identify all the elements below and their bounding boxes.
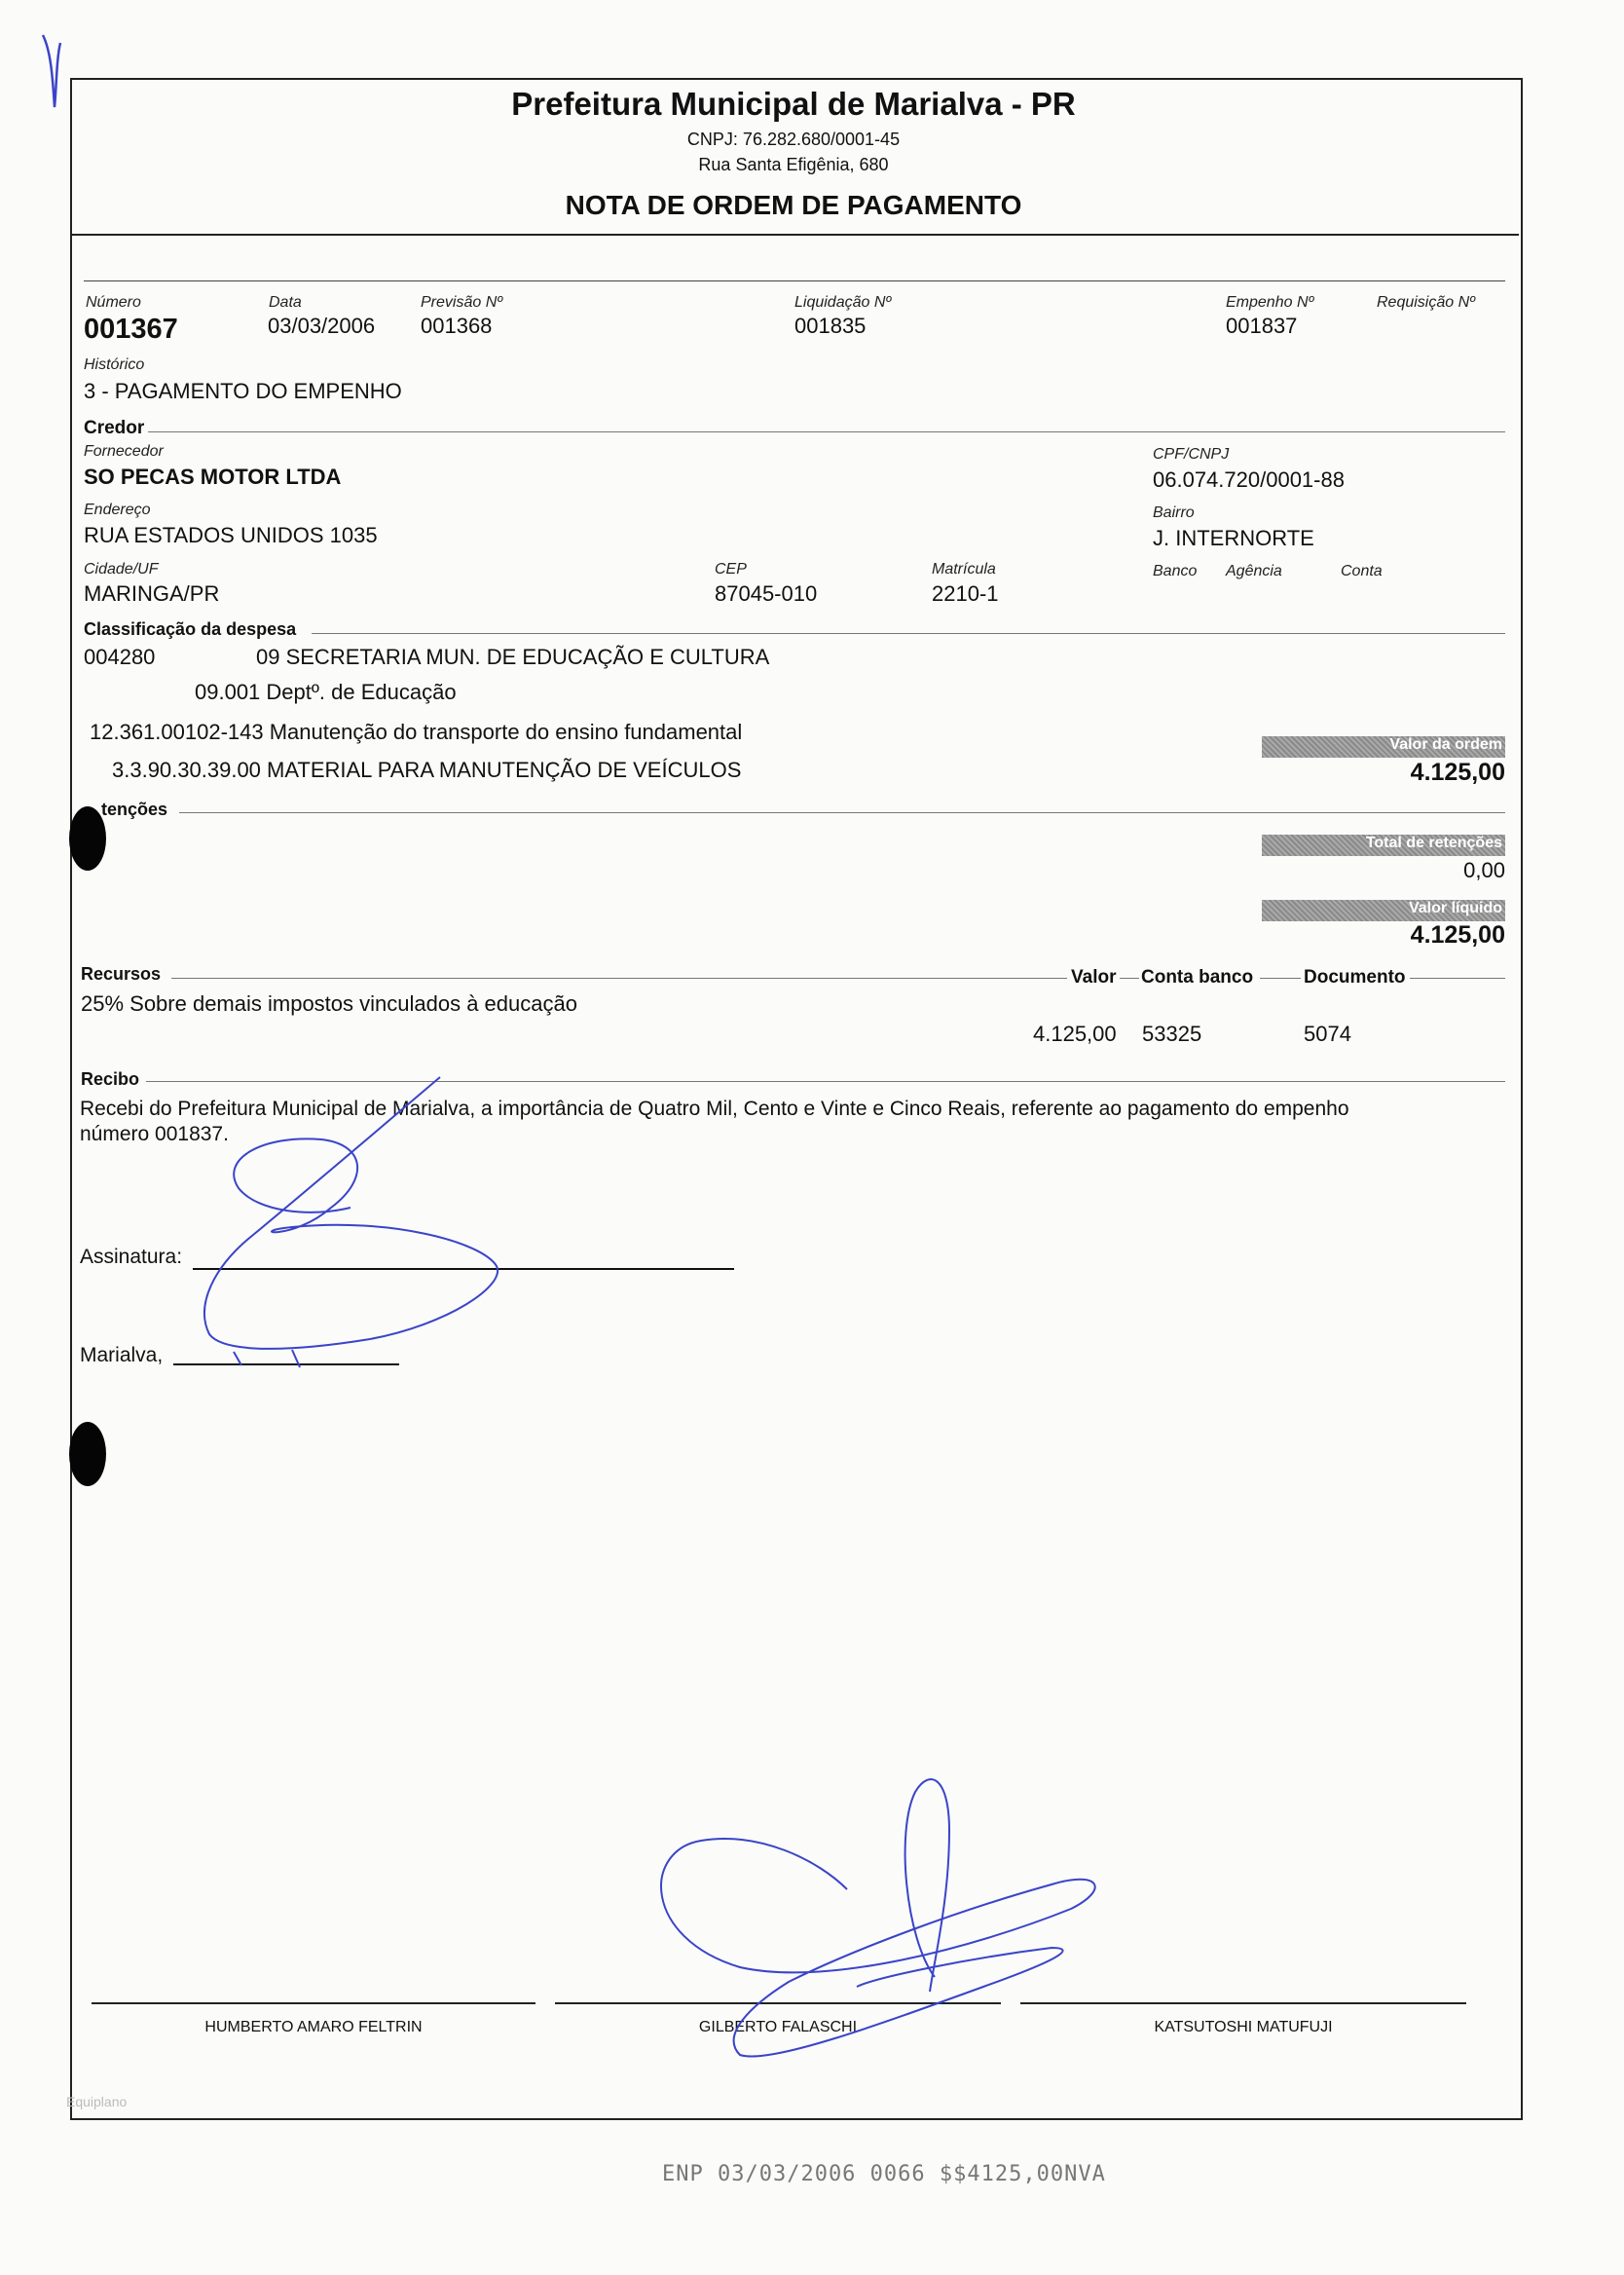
recibo-heading: Recibo (81, 1069, 140, 1089)
recursos-heading: Recursos (81, 964, 162, 984)
classificacao-code: 004280 (84, 645, 156, 669)
classificacao-heading: Classificação da despesa (84, 619, 297, 639)
bank-stamp: ENP 03/03/2006 0066 $$4125,00NVA (662, 2162, 1106, 2186)
unidade-text: 09.001 Deptº. de Educação (195, 680, 457, 704)
falaschi-signature (661, 1779, 1095, 2057)
cidade-label: Cidade/UF (84, 561, 159, 578)
recibo-line-1: Recebi do Prefeitura Municipal de Marialva, a importância de Quatro Mil, Cento e Vinte e Cinco Reais, referente ao pagamento do empenho (80, 1098, 1349, 1120)
recursos-documento: 5074 (1304, 1022, 1351, 1046)
endereco-label: Endereço (84, 502, 151, 518)
cep-label: CEP (715, 561, 747, 578)
historico-value: 3 - PAGAMENTO DO EMPENHO (84, 379, 402, 403)
valor-liquido-label: Valor líquido (1262, 900, 1505, 921)
credor-heading: Credor (84, 418, 145, 438)
local-label: Marialva, (80, 1344, 164, 1366)
matricula-value: 2210-1 (932, 581, 999, 606)
bairro-value: J. INTERNORTE (1153, 526, 1314, 550)
matricula-label: Matrícula (932, 561, 996, 578)
requisicao-label: Requisição Nº (1377, 294, 1475, 311)
cpf-label: CPF/CNPJ (1153, 446, 1230, 463)
signatory-name-3: KATSUTOSHI MATUFUJI (1154, 2019, 1333, 2035)
cnpj-text: CNPJ: 76.282.680/0001-45 (686, 130, 901, 149)
corner-check-mark (43, 35, 60, 107)
numero-label: Número (86, 294, 141, 311)
recursos-descricao: 25% Sobre demais impostos vinculados à educação (81, 991, 577, 1016)
recursos-documento-label: Documento (1304, 967, 1406, 988)
recibo-line-2: número 001837. (80, 1123, 229, 1145)
retencoes-heading: tenções (101, 800, 168, 819)
liquidacao-label: Liquidação Nº (794, 294, 892, 311)
cep-value: 87045-010 (715, 581, 818, 606)
signatory-name-2: GILBERTO FALASCHI (698, 2019, 858, 2035)
software-footer: Equiplano (66, 2094, 128, 2109)
recibo-signature (204, 1077, 498, 1349)
assinatura-label: Assinatura: (80, 1246, 183, 1268)
address-text: Rua Santa Efigênia, 680 (698, 155, 889, 174)
recursos-conta: 53325 (1142, 1022, 1202, 1046)
recibo-signature-date-ticks (234, 1350, 300, 1367)
valor-ordem-label: Valor da ordem (1262, 736, 1505, 758)
empenho-value: 001837 (1226, 314, 1298, 338)
fornecedor-label: Fornecedor (84, 443, 164, 460)
valor-liquido-value: 4.125,00 (1410, 921, 1505, 949)
data-label: Data (269, 294, 302, 311)
bairro-label: Bairro (1153, 504, 1195, 521)
total-retencoes-label: Total de retenções (1262, 835, 1505, 856)
agencia-label: Agência (1226, 563, 1282, 579)
empenho-label: Empenho Nº (1226, 294, 1314, 311)
page-title: Prefeitura Municipal de Marialva - PR (511, 86, 1076, 122)
conta-label: Conta (1341, 563, 1383, 579)
cidade-value: MARINGA/PR (84, 581, 220, 606)
data-value: 03/03/2006 (268, 314, 376, 338)
signatory-name-1: HUMBERTO AMARO FELTRIN (204, 2019, 423, 2035)
banco-label: Banco (1153, 563, 1198, 579)
liquidacao-value: 001835 (794, 314, 867, 338)
document-title: NOTA DE ORDEM DE PAGAMENTO (565, 190, 1022, 220)
endereco-value: RUA ESTADOS UNIDOS 1035 (84, 523, 378, 547)
fornecedor-value: SO PECAS MOTOR LTDA (84, 465, 342, 489)
previsao-value: 001368 (421, 314, 493, 338)
total-retencoes-value: 0,00 (1463, 858, 1505, 882)
recursos-conta-label: Conta banco (1141, 967, 1254, 988)
valor-ordem-value: 4.125,00 (1410, 759, 1505, 786)
historico-label: Histórico (84, 356, 145, 373)
cpf-value: 06.074.720/0001-88 (1153, 467, 1345, 492)
numero-value: 001367 (84, 314, 178, 345)
elemento-text: 3.3.90.30.39.00 MATERIAL PARA MANUTENÇÃO DE VEÍCULOS (112, 758, 742, 782)
previsao-label: Previsão Nº (421, 294, 503, 311)
orgao-text: 09 SECRETARIA MUN. DE EDUCAÇÃO E CULTURA (256, 645, 770, 669)
recursos-valor-label: Valor (1071, 967, 1117, 988)
recursos-valor: 4.125,00 (1033, 1022, 1117, 1046)
funcional-text: 12.361.00102-143 Manutenção do transporte do ensino fundamental (90, 720, 743, 744)
